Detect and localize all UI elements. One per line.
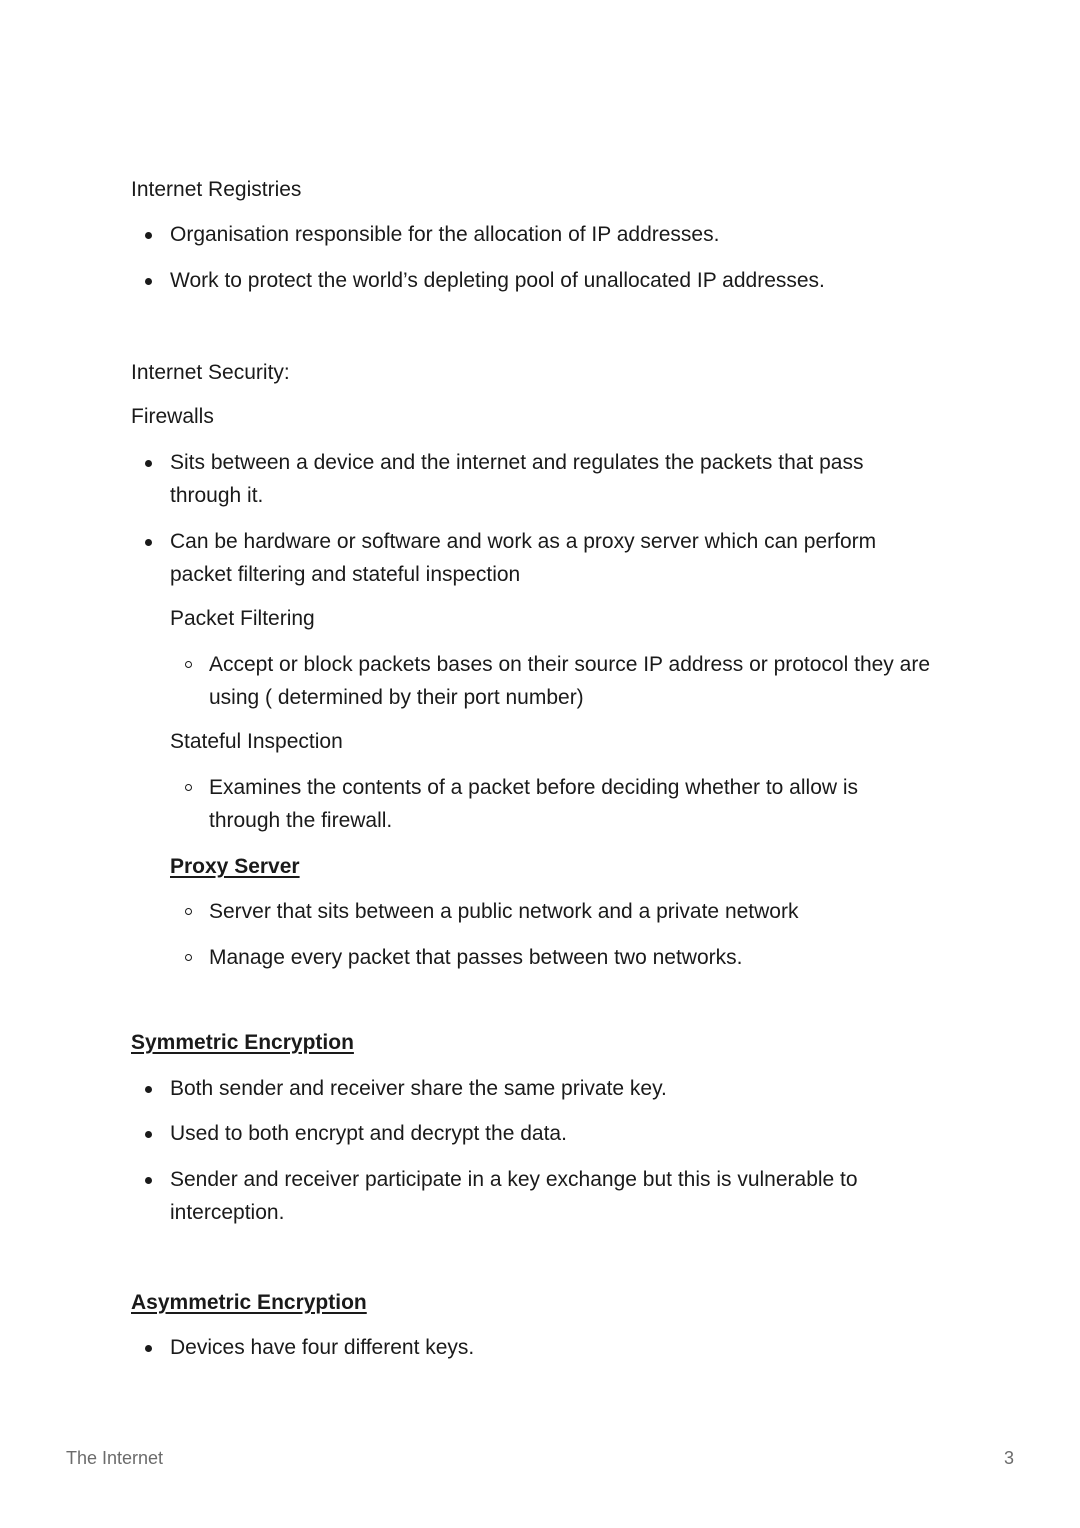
firewalls-list xyxy=(131,446,931,591)
list-item xyxy=(131,1072,931,1105)
list-item xyxy=(131,1163,931,1229)
bullet-icon xyxy=(145,1086,152,1093)
bullet-icon xyxy=(145,1345,152,1352)
list-item-text: Examines the contents of a packet before deciding whether to allow is through the firewall. xyxy=(209,776,859,832)
list-item-text: Server that sits between a public network and a private network xyxy=(209,900,799,923)
registries-heading: Internet Registries xyxy=(131,178,302,201)
registries-list xyxy=(131,218,931,297)
proxy-server-list xyxy=(170,895,931,974)
list-item xyxy=(170,771,931,837)
bullet-circle-icon xyxy=(185,784,192,791)
list-item xyxy=(131,218,931,251)
proxy-server-heading: Proxy Server xyxy=(170,855,300,878)
security-heading: Internet Security: xyxy=(131,361,290,384)
asymmetric-list xyxy=(131,1331,931,1364)
symmetric-heading: Symmetric Encryption xyxy=(131,1031,354,1054)
list-item xyxy=(170,941,931,974)
list-item xyxy=(131,264,931,297)
list-item xyxy=(170,648,931,714)
bullet-circle-icon xyxy=(185,954,192,961)
bullet-icon xyxy=(145,1177,152,1184)
list-item-text: Manage every packet that passes between two networks. xyxy=(209,946,743,969)
bullet-icon xyxy=(145,539,152,546)
packet-filtering-heading: Packet Filtering xyxy=(170,607,315,630)
bullet-circle-icon xyxy=(185,661,192,668)
bullet-circle-icon xyxy=(185,908,192,915)
list-item xyxy=(131,446,931,512)
bullet-icon xyxy=(145,278,152,285)
list-item xyxy=(170,895,931,928)
list-item-text: Work to protect the world’s depleting pool of unallocated IP addresses. xyxy=(170,269,825,292)
firewall-subsections xyxy=(131,605,931,974)
list-item-text: Can be hardware or software and work as a proxy server which can perform packet filtering and stateful inspection xyxy=(170,530,877,586)
firewalls-heading: Firewalls xyxy=(131,405,214,428)
list-item-text: Sits between a device and the internet and regulates the packets that pass through it. xyxy=(170,451,864,507)
page-number: 3 xyxy=(1004,1448,1015,1468)
list-item xyxy=(131,1117,931,1150)
page-content xyxy=(131,176,931,1364)
packet-filtering-list xyxy=(170,648,931,714)
stateful-inspection-list xyxy=(170,771,931,837)
footer-title: The Internet xyxy=(66,1448,164,1468)
list-item-text: Organisation responsible for the allocation of IP addresses. xyxy=(170,223,720,246)
list-item-text: Used to both encrypt and decrypt the data. xyxy=(170,1122,567,1145)
bullet-icon xyxy=(145,232,152,239)
list-item-text: Devices have four different keys. xyxy=(170,1336,475,1359)
list-item xyxy=(131,1331,931,1364)
list-item-text: Accept or block packets bases on their source IP address or protocol they are using ( determined by their port number) xyxy=(209,653,930,709)
asymmetric-heading: Asymmetric Encryption xyxy=(131,1291,367,1314)
list-item-text: Sender and receiver participate in a key exchange but this is vulnerable to interception. xyxy=(170,1168,858,1224)
list-item xyxy=(131,525,931,591)
stateful-inspection-heading: Stateful Inspection xyxy=(170,730,343,753)
list-item-text: Both sender and receiver share the same private key. xyxy=(170,1077,667,1100)
bullet-icon xyxy=(145,1131,152,1138)
symmetric-list xyxy=(131,1072,931,1229)
bullet-icon xyxy=(145,460,152,467)
